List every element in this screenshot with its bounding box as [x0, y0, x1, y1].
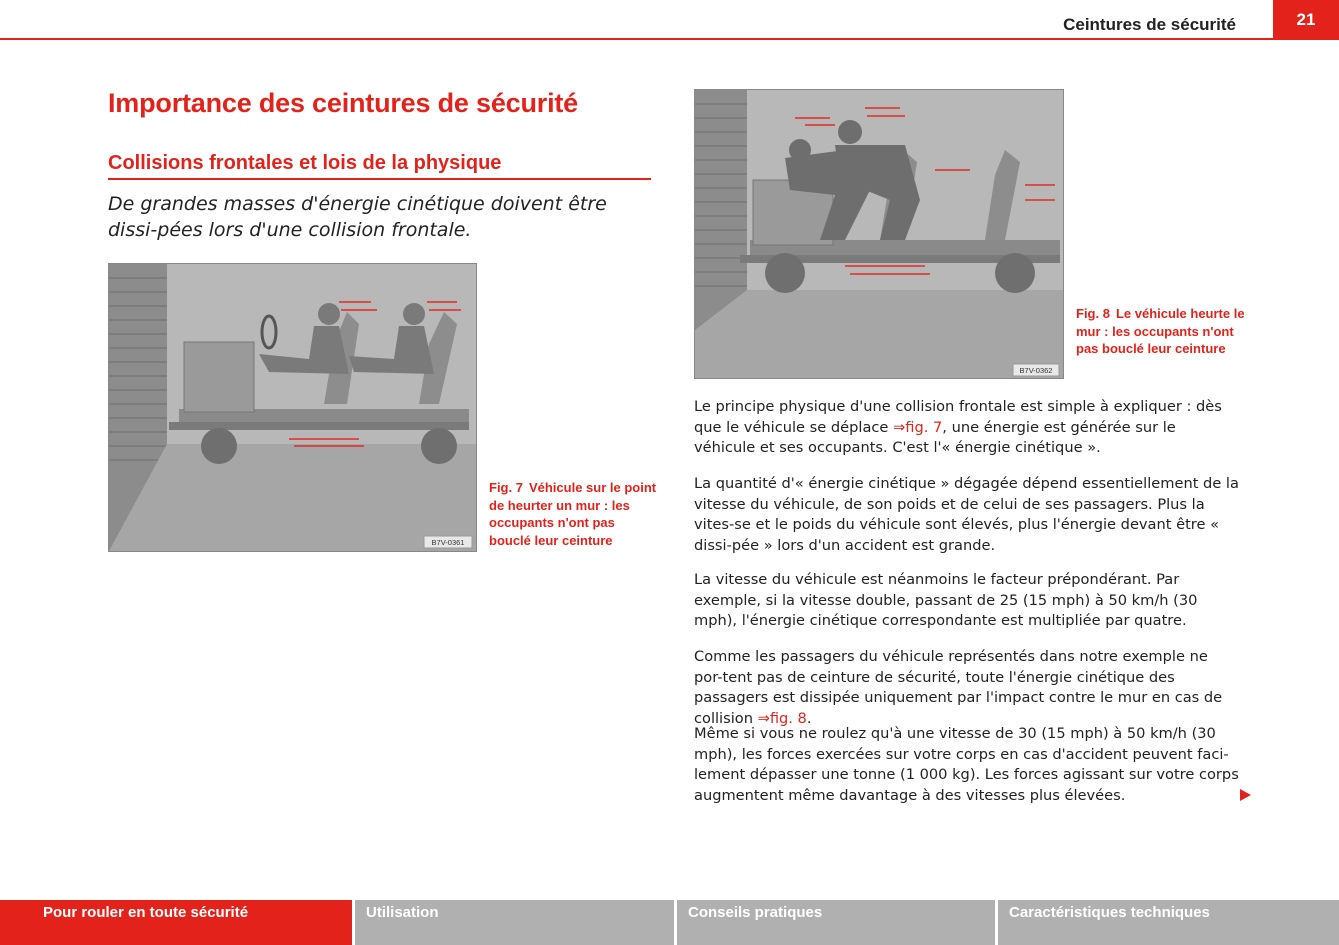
- footer-tab-label: Utilisation: [366, 904, 439, 921]
- continue-arrow-icon: [1240, 789, 1251, 801]
- footer-tab-label: Pour rouler en toute sécurité: [43, 904, 249, 921]
- figure-7-label: Fig. 7: [489, 480, 523, 495]
- subheading-rule: [108, 178, 651, 180]
- intro-text: De grandes masses d'énergie cinétique doivent être dissi-pées lors d'une collision frontale.: [108, 193, 607, 241]
- footer-tab-label: Conseils pratiques: [688, 904, 823, 921]
- footer-tab-label: Caractéristiques techniques: [1009, 904, 1210, 921]
- figure-8-illustration: [694, 89, 1064, 379]
- body-paragraph-4: [694, 647, 1239, 729]
- figure-8-caption: [1076, 305, 1251, 358]
- page-number-badge: [1273, 0, 1339, 40]
- figure-7-caption: [489, 479, 659, 549]
- body-paragraph-2: La quantité d'« énergie cinétique » dégagée dépend essentiellement de la vitesse du véhicule, de son poids et de celui de ses passagers. Plus la vites-se et le poids du véhicule sont élevés, plus l'énergie devant être « dissi-pée » lors d'un accident est grande.: [694, 475, 1239, 554]
- body-p4-text-a: Comme les passagers du véhicule représentés dans notre exemple ne por-tent pas de ceinture de sécurité, toute l'énergie cinétique des passagers est dissipée uniquement par l'impact contre le mur en cas de collision: [694, 648, 1223, 727]
- figure-8-reference-link[interactable]: ⇒fig. 8: [757, 709, 807, 727]
- page-number: 21: [1296, 10, 1316, 29]
- footer-tab-safety[interactable]: [0, 900, 352, 945]
- footer-tab-caracteristiques[interactable]: [998, 900, 1339, 945]
- body-p4-text-b: .: [806, 709, 812, 727]
- running-header-title: Ceintures de sécurité: [1063, 15, 1236, 34]
- body-paragraph-5: Même si vous ne roulez qu'à une vitesse de 30 (15 mph) à 50 km/h (30 mph), les forces exercées sur votre corps en cas d'accident peuvent faci-lement dépasser une tonne (1 000 kg). Les forces agissant sur votre corps augmentent même davantage à des vitesses plus élevées.: [694, 725, 1239, 804]
- footer-tab-utilisation[interactable]: [355, 900, 674, 945]
- body-p1-text-b: , une énergie est générée sur le véhicule et ses occupants. C'est l'« énergie cinétique ».: [694, 418, 1176, 456]
- header-rule: [0, 38, 1273, 40]
- subsection-heading: Collisions frontales et lois de la physique: [108, 152, 502, 174]
- figure-7-caption-text: Véhicule sur le point de heurter un mur : les occupants n'ont pas bouclé leur ceinture: [489, 480, 657, 548]
- figure-8-caption-text: Le véhicule heurte le mur : les occupants n'ont pas bouclé leur ceinture: [1076, 306, 1245, 356]
- body-paragraph-3: La vitesse du véhicule est néanmoins le facteur prépondérant. Par exemple, si la vitesse double, passant de 25 (15 mph) à 50 km/h (30 mph), l'énergie cinétique correspondante est multipliée par quatre.: [694, 571, 1198, 629]
- body-paragraph-1: [694, 397, 1239, 459]
- footer-tab-conseils[interactable]: [677, 900, 995, 945]
- figure-8-code: B7V-0362: [1019, 366, 1053, 375]
- figure-7-code: B7V-0361: [431, 538, 465, 547]
- section-heading: Importance des ceintures de sécurité: [108, 88, 578, 118]
- figure-7-illustration: [108, 263, 477, 552]
- figure-8-label: Fig. 8: [1076, 306, 1110, 321]
- body-p1-text-a: Le principe physique d'une collision frontale est simple à expliquer : dès que le véhicule se déplace: [694, 398, 1222, 436]
- footer-tab-bar: [0, 900, 1339, 945]
- figure-7-reference-link[interactable]: ⇒fig. 7: [893, 418, 943, 436]
